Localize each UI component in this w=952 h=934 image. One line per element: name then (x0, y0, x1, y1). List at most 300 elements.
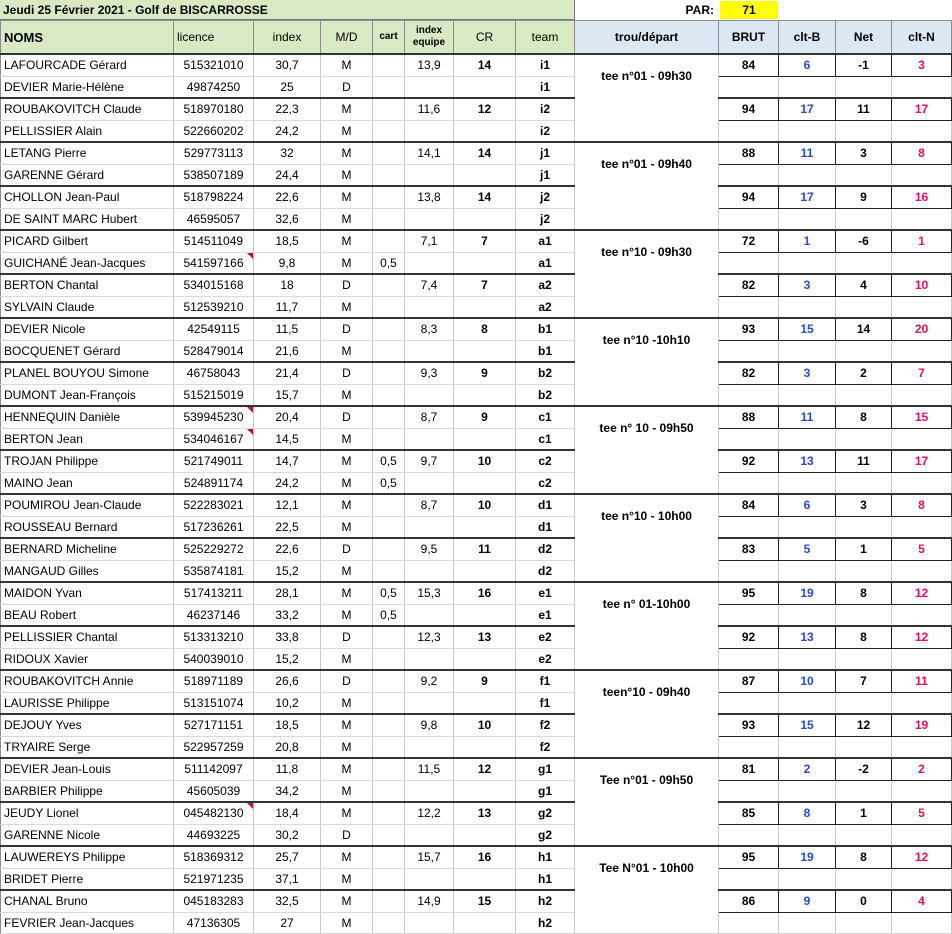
cell-cart[interactable] (373, 208, 405, 230)
cell-name[interactable]: DEVIER Nicole (1, 318, 174, 340)
cell-cr[interactable]: 14 (454, 54, 516, 76)
cell-net[interactable]: 1 (836, 538, 892, 560)
cell-clt-n[interactable] (892, 252, 952, 274)
cell-cart[interactable] (373, 164, 405, 186)
cell-clt-n[interactable]: 12 (892, 582, 952, 604)
cell-tee-time[interactable]: tee n° 10 - 09h50 (575, 406, 719, 494)
cell-index-equipe[interactable] (405, 428, 454, 450)
cell-brut[interactable]: 84 (719, 494, 779, 516)
cell-clt-b[interactable] (779, 648, 836, 670)
cell-index-equipe[interactable] (405, 604, 454, 626)
cell-name[interactable]: PICARD Gilbert (1, 230, 174, 252)
cell-md[interactable]: M (321, 208, 373, 230)
cell-licence[interactable]: 515215019 (174, 384, 254, 406)
cell-cr[interactable] (454, 208, 516, 230)
cell-team[interactable]: h2 (516, 912, 575, 934)
col-header-noms[interactable]: NOMS (1, 21, 174, 55)
cell-net[interactable] (836, 648, 892, 670)
cell-tee-time[interactable]: tee n°10 -10h10 (575, 318, 719, 406)
cell-net[interactable] (836, 912, 892, 934)
cell-cart[interactable] (373, 626, 405, 648)
cell-clt-b[interactable]: 8 (779, 802, 836, 824)
cell-clt-b[interactable]: 3 (779, 362, 836, 384)
cell-cart[interactable] (373, 802, 405, 824)
col-header-brut[interactable]: BRUT (719, 21, 779, 55)
cell-cart[interactable] (373, 670, 405, 692)
cell-md[interactable]: M (321, 758, 373, 780)
cell-brut[interactable] (719, 516, 779, 538)
cell-team[interactable]: e1 (516, 582, 575, 604)
cell-brut[interactable]: 92 (719, 626, 779, 648)
cell-name[interactable]: BOCQUENET Gérard (1, 340, 174, 362)
cell-team[interactable]: a1 (516, 252, 575, 274)
cell-index[interactable]: 25,7 (254, 846, 321, 868)
cell-licence[interactable]: 512539210 (174, 296, 254, 318)
cell-net[interactable]: -6 (836, 230, 892, 252)
cell-team[interactable]: e2 (516, 648, 575, 670)
cell-cr[interactable] (454, 340, 516, 362)
cell-licence[interactable]: 47136305 (174, 912, 254, 934)
cell-net[interactable]: -2 (836, 758, 892, 780)
cell-licence[interactable]: 528479014 (174, 340, 254, 362)
cell-cart[interactable] (373, 780, 405, 802)
cell-md[interactable]: M (321, 296, 373, 318)
cell-licence[interactable]: 513313210 (174, 626, 254, 648)
cell-licence[interactable]: 518970180 (174, 98, 254, 120)
cell-cart[interactable] (373, 186, 405, 208)
cell-clt-n[interactable]: 10 (892, 274, 952, 296)
cell-team[interactable]: f1 (516, 670, 575, 692)
cell-net[interactable]: 3 (836, 494, 892, 516)
cell-index-equipe[interactable]: 8,7 (405, 406, 454, 428)
cell-licence[interactable]: 46595057 (174, 208, 254, 230)
cell-brut[interactable] (719, 780, 779, 802)
cell-index[interactable]: 11,5 (254, 318, 321, 340)
cell-licence[interactable]: 518369312 (174, 846, 254, 868)
cell-clt-b[interactable] (779, 560, 836, 582)
cell-cr[interactable]: 8 (454, 318, 516, 340)
cell-net[interactable] (836, 296, 892, 318)
cell-md[interactable]: D (321, 626, 373, 648)
cell-clt-n[interactable] (892, 340, 952, 362)
cell-net[interactable]: 8 (836, 406, 892, 428)
cell-md[interactable]: M (321, 736, 373, 758)
cell-net[interactable] (836, 516, 892, 538)
cell-team[interactable]: f2 (516, 736, 575, 758)
cell-clt-n[interactable] (892, 76, 952, 98)
cell-team[interactable]: d1 (516, 516, 575, 538)
col-header-clt-n[interactable]: clt-N (892, 21, 952, 55)
cell-cr[interactable]: 10 (454, 494, 516, 516)
cell-index[interactable]: 30,2 (254, 824, 321, 846)
cell-index[interactable]: 37,1 (254, 868, 321, 890)
cell-cr[interactable]: 16 (454, 846, 516, 868)
cell-net[interactable]: 12 (836, 714, 892, 736)
cell-cart[interactable] (373, 494, 405, 516)
cell-clt-b[interactable]: 2 (779, 758, 836, 780)
cell-index[interactable]: 22,3 (254, 98, 321, 120)
cell-cart[interactable] (373, 230, 405, 252)
cell-index[interactable]: 10,2 (254, 692, 321, 714)
cell-clt-n[interactable] (892, 164, 952, 186)
cell-index-equipe[interactable]: 8,3 (405, 318, 454, 340)
cell-net[interactable] (836, 340, 892, 362)
cell-cart[interactable] (373, 384, 405, 406)
cell-team[interactable]: g2 (516, 824, 575, 846)
cell-team[interactable]: c2 (516, 450, 575, 472)
cell-index[interactable]: 24,4 (254, 164, 321, 186)
cell-index[interactable]: 32,6 (254, 208, 321, 230)
cell-team[interactable]: h2 (516, 890, 575, 912)
cell-brut[interactable] (719, 472, 779, 494)
cell-team[interactable]: d2 (516, 560, 575, 582)
cell-name[interactable]: PLANEL BOUYOU Simone (1, 362, 174, 384)
cell-brut[interactable]: 86 (719, 890, 779, 912)
cell-brut[interactable]: 82 (719, 274, 779, 296)
cell-md[interactable]: M (321, 142, 373, 164)
cell-clt-n[interactable] (892, 384, 952, 406)
cell-brut[interactable] (719, 428, 779, 450)
cell-name[interactable]: LAUWEREYS Philippe (1, 846, 174, 868)
cell-clt-b[interactable]: 13 (779, 450, 836, 472)
cell-md[interactable]: D (321, 274, 373, 296)
cell-index-equipe[interactable]: 11,5 (405, 758, 454, 780)
cell-name[interactable]: MANGAUD Gilles (1, 560, 174, 582)
cell-name[interactable]: LAFOURCADE Gérard (1, 54, 174, 76)
cell-cr[interactable]: 7 (454, 274, 516, 296)
cell-team[interactable]: i2 (516, 120, 575, 142)
cell-md[interactable]: M (321, 494, 373, 516)
cell-licence[interactable]: 521749011 (174, 450, 254, 472)
cell-md[interactable]: D (321, 538, 373, 560)
cell-md[interactable]: D (321, 670, 373, 692)
cell-name[interactable]: POUMIROU Jean-Claude (1, 494, 174, 516)
cell-cr[interactable]: 14 (454, 186, 516, 208)
cell-clt-b[interactable] (779, 516, 836, 538)
cell-brut[interactable]: 82 (719, 362, 779, 384)
cell-index[interactable]: 33,8 (254, 626, 321, 648)
cell-cr[interactable]: 10 (454, 714, 516, 736)
cell-cr[interactable] (454, 252, 516, 274)
cell-index-equipe[interactable] (405, 252, 454, 274)
cell-team[interactable]: g1 (516, 758, 575, 780)
cell-index[interactable]: 15,2 (254, 560, 321, 582)
cell-clt-n[interactable] (892, 560, 952, 582)
cell-team[interactable]: b2 (516, 362, 575, 384)
cell-name[interactable]: TRYAIRE Serge (1, 736, 174, 758)
cell-md[interactable]: D (321, 362, 373, 384)
cell-name[interactable]: BRIDET Pierre (1, 868, 174, 890)
cell-index[interactable]: 18,4 (254, 802, 321, 824)
cell-clt-n[interactable] (892, 780, 952, 802)
cell-brut[interactable]: 93 (719, 714, 779, 736)
cell-name[interactable]: BERTON Chantal (1, 274, 174, 296)
cell-name[interactable]: MAINO Jean (1, 472, 174, 494)
cell-cart[interactable] (373, 428, 405, 450)
cell-cr[interactable]: 15 (454, 890, 516, 912)
cell-clt-b[interactable]: 15 (779, 318, 836, 340)
cell-index-equipe[interactable] (405, 648, 454, 670)
col-header-clt-b[interactable]: clt-B (779, 21, 836, 55)
cell-team[interactable]: e1 (516, 604, 575, 626)
cell-name[interactable]: PELLISSIER Chantal (1, 626, 174, 648)
cell-index-equipe[interactable] (405, 736, 454, 758)
cell-clt-n[interactable] (892, 604, 952, 626)
cell-md[interactable]: M (321, 802, 373, 824)
cell-clt-b[interactable]: 15 (779, 714, 836, 736)
cell-net[interactable]: 14 (836, 318, 892, 340)
cell-cart[interactable] (373, 758, 405, 780)
cell-cart[interactable] (373, 912, 405, 934)
cell-index[interactable]: 9,8 (254, 252, 321, 274)
cell-md[interactable]: M (321, 340, 373, 362)
cell-index[interactable]: 25 (254, 76, 321, 98)
cell-cart[interactable] (373, 868, 405, 890)
cell-index-equipe[interactable] (405, 384, 454, 406)
cell-net[interactable]: 8 (836, 846, 892, 868)
cell-index-equipe[interactable] (405, 780, 454, 802)
cell-licence[interactable]: 522283021 (174, 494, 254, 516)
cell-index[interactable]: 18,5 (254, 714, 321, 736)
cell-cr[interactable] (454, 76, 516, 98)
cell-clt-n[interactable]: 12 (892, 626, 952, 648)
cell-net[interactable]: 11 (836, 98, 892, 120)
cell-net[interactable] (836, 780, 892, 802)
cell-cr[interactable]: 13 (454, 802, 516, 824)
cell-clt-b[interactable] (779, 736, 836, 758)
cell-cart[interactable] (373, 142, 405, 164)
cell-index-equipe[interactable] (405, 208, 454, 230)
cell-net[interactable] (836, 692, 892, 714)
cell-team[interactable]: h1 (516, 868, 575, 890)
cell-brut[interactable] (719, 604, 779, 626)
cell-clt-n[interactable]: 7 (892, 362, 952, 384)
cell-brut[interactable]: 95 (719, 582, 779, 604)
cell-index[interactable]: 20,4 (254, 406, 321, 428)
cell-cr[interactable] (454, 912, 516, 934)
cell-index[interactable]: 28,1 (254, 582, 321, 604)
cell-name[interactable]: DEJOUY Yves (1, 714, 174, 736)
cell-net[interactable] (836, 428, 892, 450)
cell-index[interactable]: 21,6 (254, 340, 321, 362)
cell-index-equipe[interactable] (405, 120, 454, 142)
cell-name[interactable]: ROUSSEAU Bernard (1, 516, 174, 538)
cell-clt-b[interactable]: 19 (779, 846, 836, 868)
cell-md[interactable]: M (321, 890, 373, 912)
cell-brut[interactable] (719, 252, 779, 274)
cell-index[interactable]: 32,5 (254, 890, 321, 912)
cell-brut[interactable] (719, 164, 779, 186)
cell-cart[interactable] (373, 648, 405, 670)
cell-index-equipe[interactable]: 8,7 (405, 494, 454, 516)
cell-cr[interactable] (454, 472, 516, 494)
cell-md[interactable]: M (321, 384, 373, 406)
cell-team[interactable]: j2 (516, 186, 575, 208)
cell-md[interactable]: D (321, 76, 373, 98)
cell-name[interactable]: HENNEQUIN Danièle (1, 406, 174, 428)
cell-name[interactable]: ROUBAKOVITCH Claude (1, 98, 174, 120)
cell-team[interactable]: c1 (516, 428, 575, 450)
cell-cr[interactable]: 7 (454, 230, 516, 252)
cell-cart[interactable] (373, 890, 405, 912)
cell-index-equipe[interactable]: 14,1 (405, 142, 454, 164)
cell-cr[interactable]: 16 (454, 582, 516, 604)
cell-index[interactable]: 15,2 (254, 648, 321, 670)
col-header-md[interactable]: M/D (321, 21, 373, 55)
cell-licence[interactable]: 44693225 (174, 824, 254, 846)
cell-clt-b[interactable]: 5 (779, 538, 836, 560)
cell-brut[interactable]: 81 (719, 758, 779, 780)
cell-md[interactable]: D (321, 824, 373, 846)
cell-index[interactable]: 22,6 (254, 538, 321, 560)
cell-md[interactable]: M (321, 164, 373, 186)
cell-index-equipe[interactable]: 9,2 (405, 670, 454, 692)
cell-name[interactable]: GARENNE Gérard (1, 164, 174, 186)
cell-md[interactable]: D (321, 406, 373, 428)
cell-name[interactable]: SYLVAIN Claude (1, 296, 174, 318)
cell-md[interactable]: M (321, 54, 373, 76)
cell-clt-b[interactable] (779, 208, 836, 230)
cell-cart[interactable] (373, 274, 405, 296)
cell-index[interactable]: 22,5 (254, 516, 321, 538)
cell-md[interactable]: M (321, 582, 373, 604)
cell-brut[interactable]: 84 (719, 54, 779, 76)
cell-md[interactable]: M (321, 516, 373, 538)
col-header-licence[interactable]: licence (174, 21, 254, 55)
cell-licence[interactable]: 521971235 (174, 868, 254, 890)
cell-team[interactable]: b1 (516, 340, 575, 362)
cell-licence[interactable]: 541597166 (174, 252, 254, 274)
cell-licence[interactable]: 540039010 (174, 648, 254, 670)
cell-clt-n[interactable] (892, 692, 952, 714)
cell-team[interactable]: i1 (516, 54, 575, 76)
cell-name[interactable]: DUMONT Jean-François (1, 384, 174, 406)
cell-brut[interactable]: 88 (719, 406, 779, 428)
cell-clt-b[interactable] (779, 296, 836, 318)
cell-cr[interactable] (454, 868, 516, 890)
cell-clt-n[interactable]: 2 (892, 758, 952, 780)
cell-brut[interactable] (719, 120, 779, 142)
cell-team[interactable]: j1 (516, 164, 575, 186)
cell-cr[interactable] (454, 120, 516, 142)
cell-index-equipe[interactable] (405, 824, 454, 846)
cell-name[interactable]: RIDOUX Xavier (1, 648, 174, 670)
cell-clt-n[interactable]: 8 (892, 142, 952, 164)
cell-index-equipe[interactable]: 15,7 (405, 846, 454, 868)
cell-cart[interactable] (373, 692, 405, 714)
cell-licence[interactable]: 45605039 (174, 780, 254, 802)
cell-md[interactable]: M (321, 428, 373, 450)
cell-licence[interactable]: 045482130 (174, 802, 254, 824)
cell-index-equipe[interactable] (405, 164, 454, 186)
cell-net[interactable]: 11 (836, 450, 892, 472)
cell-licence[interactable]: 513151074 (174, 692, 254, 714)
cell-cart[interactable] (373, 406, 405, 428)
cell-index[interactable]: 14,7 (254, 450, 321, 472)
cell-cart[interactable] (373, 714, 405, 736)
cell-name[interactable]: GARENNE Nicole (1, 824, 174, 846)
cell-tee-time[interactable]: tee n°01 - 09h40 (575, 142, 719, 230)
cell-index-equipe[interactable]: 7,1 (405, 230, 454, 252)
cell-md[interactable]: M (321, 560, 373, 582)
cell-name[interactable]: DEVIER Jean-Louis (1, 758, 174, 780)
cell-md[interactable]: M (321, 472, 373, 494)
cell-licence[interactable]: 534015168 (174, 274, 254, 296)
cell-name[interactable]: BARBIER Philippe (1, 780, 174, 802)
cell-tee-time[interactable]: Tee n°01 - 09h50 (575, 758, 719, 846)
cell-clt-b[interactable]: 11 (779, 142, 836, 164)
cell-cart[interactable] (373, 560, 405, 582)
cell-cart[interactable]: 0,5 (373, 472, 405, 494)
cell-brut[interactable] (719, 692, 779, 714)
cell-index-equipe[interactable]: 12,3 (405, 626, 454, 648)
cell-brut[interactable]: 83 (719, 538, 779, 560)
cell-team[interactable]: d1 (516, 494, 575, 516)
cell-index-equipe[interactable]: 9,7 (405, 450, 454, 472)
cell-index-equipe[interactable] (405, 296, 454, 318)
cell-clt-b[interactable]: 9 (779, 890, 836, 912)
cell-cart[interactable] (373, 54, 405, 76)
cell-net[interactable] (836, 164, 892, 186)
cell-cr[interactable] (454, 516, 516, 538)
cell-clt-b[interactable] (779, 868, 836, 890)
cell-clt-n[interactable] (892, 648, 952, 670)
cell-name[interactable]: TROJAN Philippe (1, 450, 174, 472)
cell-licence[interactable]: 538507189 (174, 164, 254, 186)
cell-md[interactable]: M (321, 912, 373, 934)
cell-cr[interactable] (454, 604, 516, 626)
cell-cr[interactable] (454, 164, 516, 186)
cell-cart[interactable] (373, 362, 405, 384)
cell-name[interactable]: LAURISSE Philippe (1, 692, 174, 714)
cell-clt-n[interactable]: 3 (892, 54, 952, 76)
cell-index-equipe[interactable]: 14,9 (405, 890, 454, 912)
cell-brut[interactable] (719, 824, 779, 846)
cell-licence[interactable]: 518798224 (174, 186, 254, 208)
cell-name[interactable]: GUICHANÉ Jean-Jacques (1, 252, 174, 274)
cell-brut[interactable]: 92 (719, 450, 779, 472)
cell-md[interactable]: M (321, 846, 373, 868)
cell-brut[interactable] (719, 868, 779, 890)
cell-index-equipe[interactable] (405, 560, 454, 582)
cell-clt-b[interactable]: 3 (779, 274, 836, 296)
cell-index-equipe[interactable] (405, 76, 454, 98)
cell-clt-b[interactable]: 11 (779, 406, 836, 428)
cell-clt-n[interactable] (892, 912, 952, 934)
cell-cart[interactable] (373, 120, 405, 142)
cell-cr[interactable] (454, 692, 516, 714)
cell-licence[interactable]: 527171151 (174, 714, 254, 736)
cell-brut[interactable] (719, 340, 779, 362)
cell-index-equipe[interactable] (405, 340, 454, 362)
cell-index-equipe[interactable]: 9,8 (405, 714, 454, 736)
cell-team[interactable]: h1 (516, 846, 575, 868)
cell-licence[interactable]: 529773113 (174, 142, 254, 164)
cell-licence[interactable]: 514511049 (174, 230, 254, 252)
cell-clt-n[interactable]: 16 (892, 186, 952, 208)
cell-cart[interactable] (373, 516, 405, 538)
cell-index[interactable]: 33,2 (254, 604, 321, 626)
cell-index[interactable]: 24,2 (254, 120, 321, 142)
cell-brut[interactable]: 88 (719, 142, 779, 164)
cell-clt-n[interactable] (892, 736, 952, 758)
cell-net[interactable]: 0 (836, 890, 892, 912)
cell-licence[interactable]: 525229272 (174, 538, 254, 560)
cell-clt-n[interactable]: 20 (892, 318, 952, 340)
cell-cart[interactable] (373, 76, 405, 98)
cell-licence[interactable]: 511142097 (174, 758, 254, 780)
col-header-trou[interactable]: trou/départ (575, 21, 719, 55)
